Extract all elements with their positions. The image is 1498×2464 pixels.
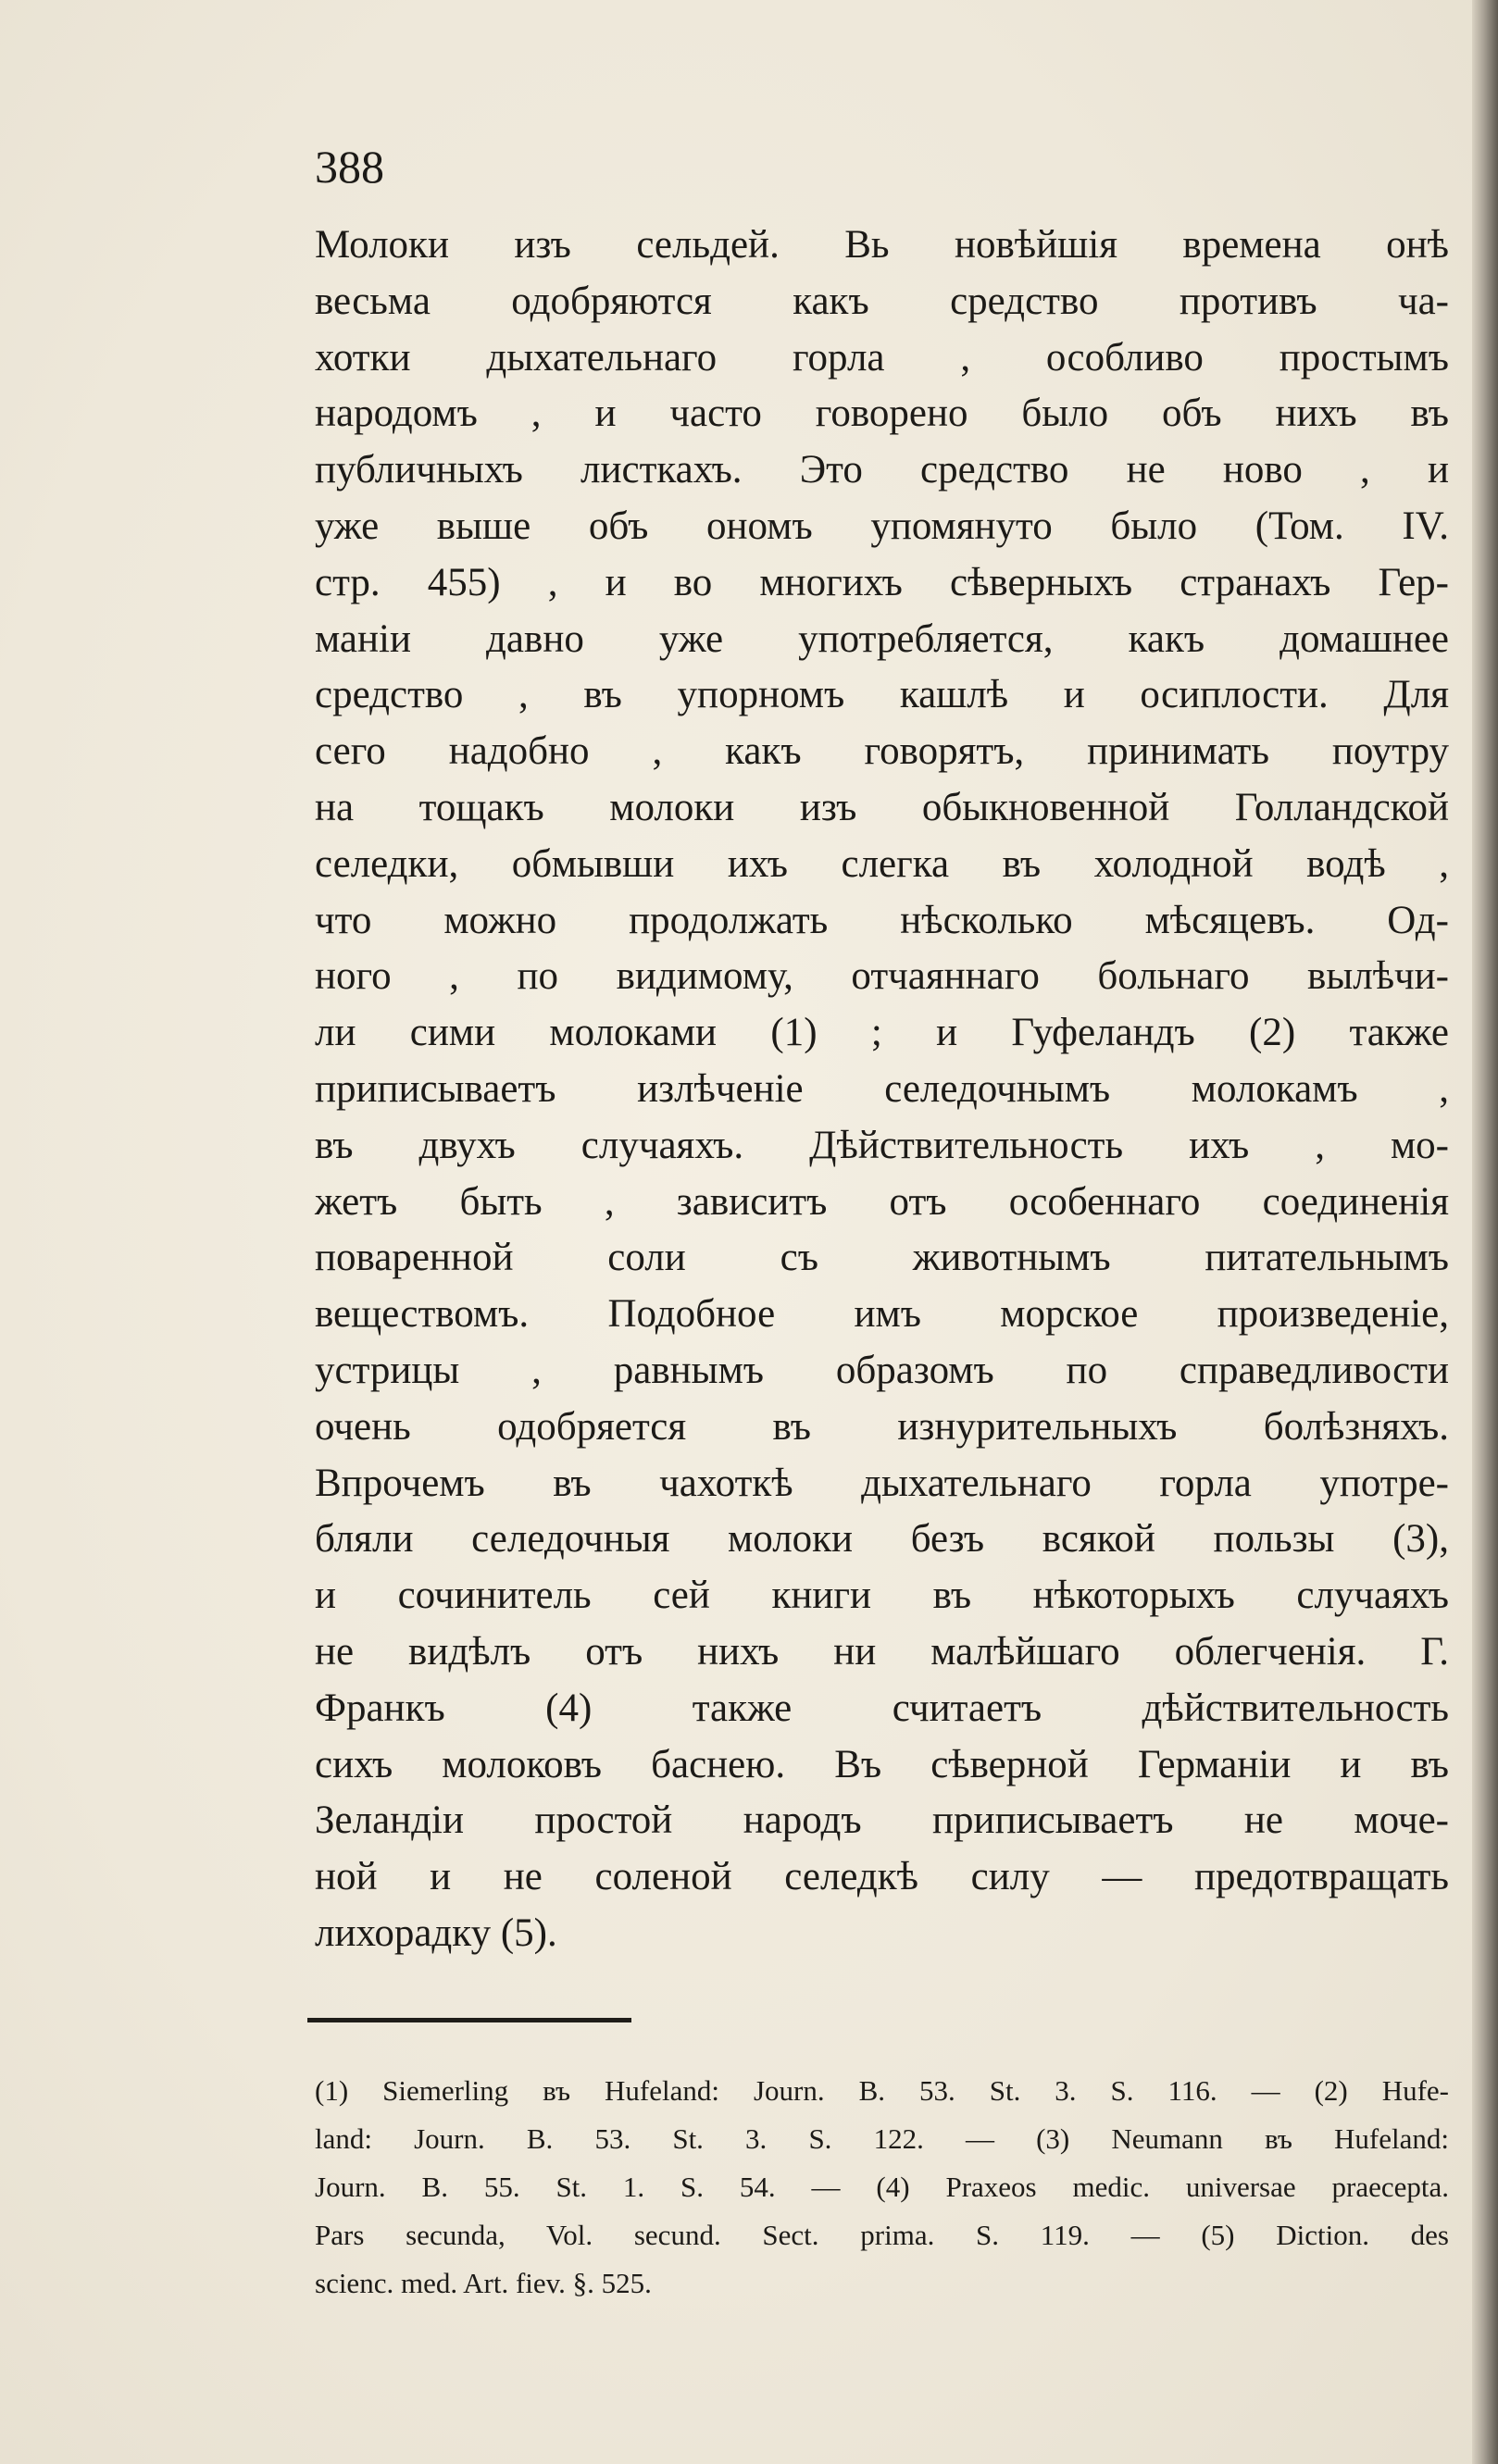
text-line: устрицы , равнымъ образомъ по справедливости <box>315 1348 1449 1392</box>
text-line: сихъ молоковъ баснею. Въ сѣверной Германіи и въ <box>315 1742 1449 1786</box>
text-line: средство , въ упорномъ кашлѣ и осиплости. Для <box>315 673 1449 717</box>
footnote-divider <box>307 2018 631 2022</box>
text-line: ли сими молоками (1) ; и Гуфеландъ (2) также <box>315 1011 1449 1055</box>
footnote-line: Journ. B. 55. St. 1. S. 54. — (4) Praxeos medic. universae praecepta. <box>315 2171 1449 2203</box>
footnotes <box>315 2067 1449 2308</box>
text-line: въ двухъ случаяхъ. Дѣйствительность ихъ , мо- <box>315 1123 1449 1167</box>
footnote-line: (1) Siemerling въ Hufeland: Journ. B. 53. St. 3. S. 116. — (2) Hufe- <box>315 2074 1449 2107</box>
footnote-line: land: Journ. B. 53. St. 3. S. 122. — (3) Neumann въ Hufeland: <box>315 2122 1449 2155</box>
text-line: ного , по видимому, отчаяннаго больнаго вылѣчи- <box>315 954 1449 999</box>
page-number: 388 <box>315 141 384 193</box>
text-line: жетъ быть , зависитъ отъ особеннаго соединенія <box>315 1179 1449 1224</box>
text-line: не видѣлъ отъ нихъ ни малѣйшаго облегченія. Г. <box>315 1629 1449 1674</box>
text-line: на тощакъ молоки изъ обыкновенной Голландской <box>315 785 1449 829</box>
text-line: селедки, обмывши ихъ слегка въ холодной водѣ , <box>315 841 1449 886</box>
text-line: приписываетъ излѣченіе селедочнымъ молокамъ , <box>315 1066 1449 1111</box>
text-line: народомъ , и часто говорено было объ нихъ въ <box>315 392 1449 436</box>
text-line: бляли селедочныя молоки безъ всякой пользы (3), <box>315 1517 1449 1562</box>
text-line: лихорадку (5). <box>315 1910 557 1955</box>
text-line: Впрочемъ въ чахоткѣ дыхательнаго горла употре- <box>315 1461 1449 1505</box>
text-line: маніи давно уже употребляется, какъ домашнее <box>315 616 1449 661</box>
footnote-line: Pars secunda, Vol. secund. Sect. prima. S. 119. — (5) Diction. des <box>315 2219 1449 2251</box>
text-line: очень одобряется въ изнурительныхъ болѣзняхъ. <box>315 1404 1449 1449</box>
text-line: веществомъ. Подобное имъ морское произведеніе, <box>315 1292 1449 1337</box>
text-line: публичныхъ листкахъ. Это средство не ново , и <box>315 448 1449 492</box>
text-line: Франкъ (4) также считаетъ дѣйствительность <box>315 1686 1449 1730</box>
page-edge-shadow <box>1472 0 1498 2464</box>
text-line: поваренной соли съ животнымъ питательнымъ <box>315 1236 1449 1280</box>
text-line: хотки дыхательнаго горла , особливо простымъ <box>315 335 1449 380</box>
text-line: и сочинитель сей книги въ нѣкоторыхъ случаяхъ <box>315 1574 1449 1618</box>
text-line: сего надобно , какъ говорятъ, принимать поутру <box>315 729 1449 774</box>
text-line: уже выше объ ономъ упомянуто было (Том. IV. <box>315 504 1449 548</box>
text-line: Молоки изъ сельдей. Вь новѣйшія времена онѣ <box>315 223 1449 267</box>
body-paragraph <box>315 218 1449 1962</box>
text-line: Зеландіи простой народъ приписываетъ не моче- <box>315 1798 1449 1843</box>
text-line: стр. 455) , и во многихъ сѣверныхъ странахъ Гер- <box>315 560 1449 604</box>
text-line: что можно продолжать нѣсколько мѣсяцевъ. Од- <box>315 898 1449 942</box>
footnote-line: scienc. med. Art. fiev. §. 525. <box>315 2267 652 2299</box>
text-line: весьма одобряются какъ средство противъ ча- <box>315 279 1449 323</box>
text-line: ной и не соленой селедкѣ силу — предотвращать <box>315 1855 1449 1899</box>
